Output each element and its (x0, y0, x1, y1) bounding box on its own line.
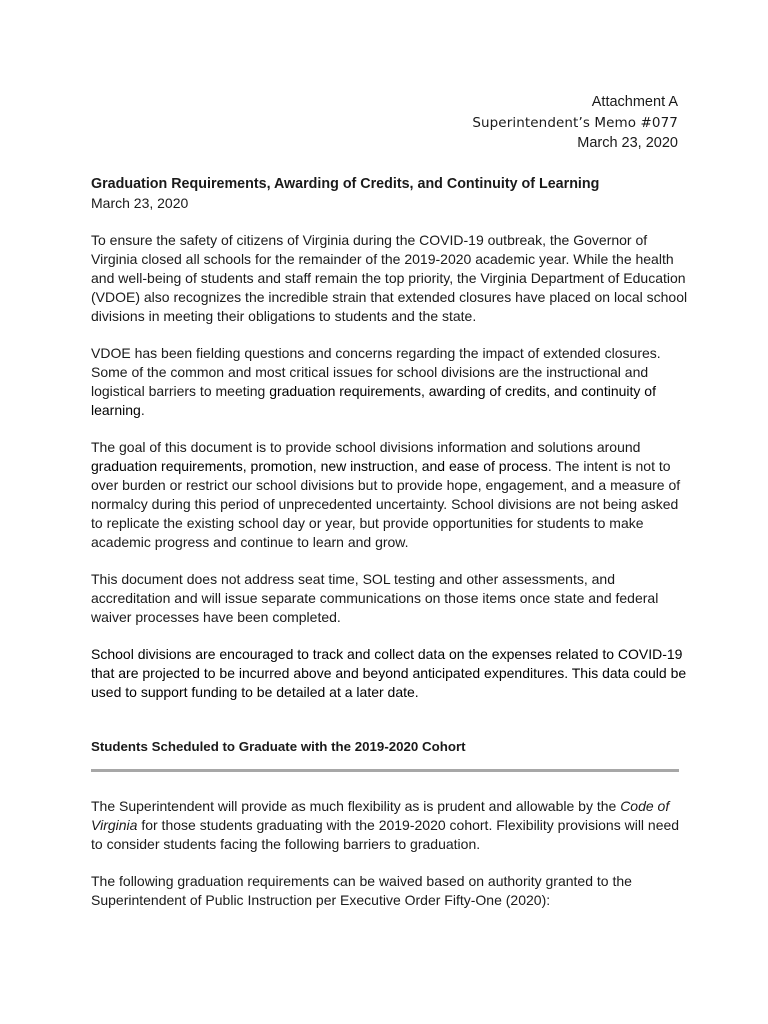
paragraph-text: . (140, 401, 145, 418)
document-body (91, 174, 691, 928)
paragraph-text: for those students graduating with the 2019-2020 cohort. Flexibility provisions will need to consider students facing the following barriers to graduation. (91, 816, 680, 852)
paragraph-flexibility (91, 797, 691, 854)
memo-number: Superintendent’s Memo #077 (472, 114, 678, 131)
paragraph-intro: To ensure the safety of citizens of Virginia during the COVID-19 outbreak, the Governor of Virginia closed all schools for the remainder of the 2019-2020 academic year. While the health and well-being of students and staff remain the top priority, the Virginia Department of Education (VDOE) also recognizes the incredible strain that extended closures have placed on local school divisions in meeting their obligations to students and the state. (91, 231, 688, 324)
attachment-header (472, 92, 678, 154)
paragraph-text: The Superintendent will provide as much flexibility as is prudent and allowable by the (91, 797, 621, 814)
paragraph-vdoe-questions (91, 344, 691, 420)
paragraph-text: . The intent is not to over burden or restrict our school divisions but to provide hope, engagement, and a measure of normalcy during this period of unprecedented uncertainty. School divisions are not being asked to replicate the existing school day or year, but provide opportunities for students to make academic progress and continue to learn and grow. (91, 457, 681, 550)
paragraph-expenses: School divisions are encouraged to track and collect data on the expenses related to COVID-19 that are projected to be incurred above and beyond anticipated expenditures. This data could be used to support funding to be detailed at a later date. (91, 646, 687, 701)
attachment-label: Attachment A (591, 94, 678, 110)
section-heading: Students Scheduled to Graduate with the 2019-2020 Cohort (91, 738, 466, 754)
paragraph-waivers: The following graduation requirements can be waived based on authority granted to the Superintendent of Public Instruction per Executive Order Fifty-One (2020): (91, 873, 632, 909)
memo-date: March 23, 2020 (577, 135, 678, 151)
highlighted-phrase: graduation requirements, awarding of credits, and continuity of learning (91, 382, 656, 418)
highlighted-phrase: graduation requirements, promotion, new instruction, and ease of process (91, 457, 548, 474)
paragraph-goal (91, 438, 691, 551)
horizontal-rule (91, 769, 679, 772)
code-of-virginia-reference: Code of Virginia (91, 797, 670, 833)
document-date: March 23, 2020 (91, 195, 189, 211)
paragraph-text: The goal of this document is to provide school divisions information and solutions around (91, 439, 641, 456)
paragraph-text: VDOE has been fielding questions and concerns regarding the impact of extended closures. Some of the common and most critical issues for school divisions are the instructional and logistical barriers to meeting (91, 344, 661, 399)
paragraph-scope: This document does not address seat time, SOL testing and other assessments, and accreditation and will issue separate communications on those items once state and federal waiver processes have been completed. (91, 571, 659, 625)
document-title: Graduation Requirements, Awarding of Credits, and Continuity of Learning (91, 176, 600, 192)
